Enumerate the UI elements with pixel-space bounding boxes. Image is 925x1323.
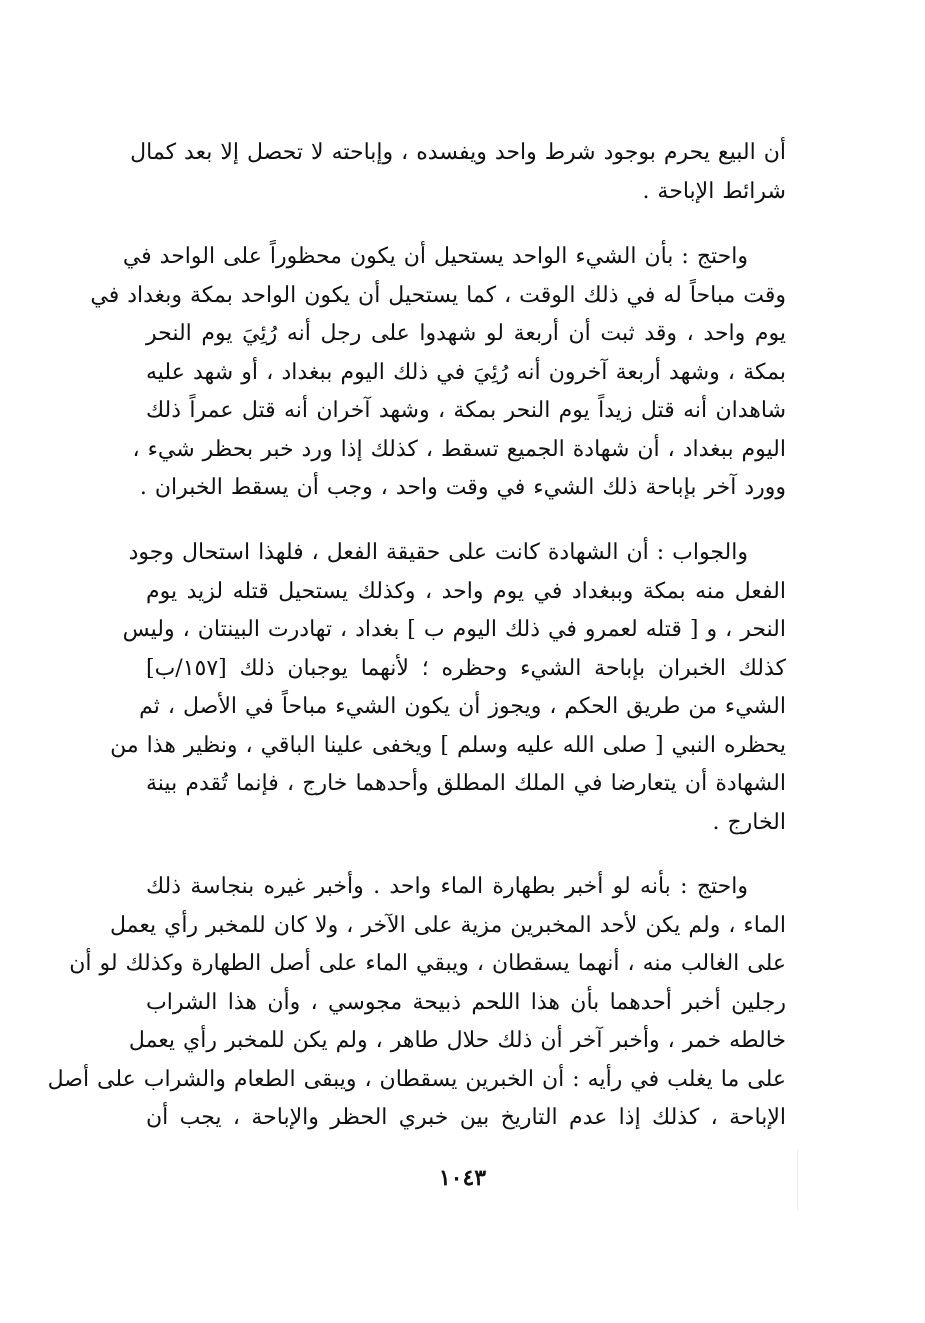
text-line: شرائط الإباحة . — [642, 178, 786, 204]
paragraph-2 — [90, 238, 786, 508]
text-line: وقت مباحاً له في ذلك الوقت ، كما يستحيل أن يكون الواحد بمكة وبغداد في — [90, 282, 786, 308]
text-line: واحتج : بأن الشيء الواحد يستحيل أن يكون محظوراً على الواحد في — [122, 244, 748, 269]
text-line: شاهدان أنه قتل زيداً يوم النحر بمكة ، وشهد آخران أنه قتل عمراً ذلك — [146, 398, 786, 423]
text-line: وورد آخر بإباحة ذلك الشيء في وقت واحد ، وجب أن يسقط الخبران . — [139, 475, 786, 500]
text-line: على الغالب منه ، أنهما يسقطان ، ويبقي الماء على أصل الطهارة وكذلك لو أن — [69, 951, 786, 976]
text-line: الإباحة ، كذلك إذا عدم التاريخ بين خبري الحظر والإباحة ، يجب أن — [146, 1105, 786, 1130]
text-line: كذلك الخبران بإباحة الشيء وحظره ؛ لأنهما يوجبان ذلك [١٥٧/ب] — [146, 655, 786, 681]
paragraph-1 — [130, 134, 786, 211]
text-line: الماء ، ولم يكن لأحد المخبرين مزية على الآخر ، ولا كان للمخبر رأي يعمل — [110, 912, 786, 938]
paragraph-3 — [110, 534, 787, 842]
text-line: واحتج : بأنه لو أخبر بطهارة الماء واحد . وأخبر غيره بنجاسة ذلك — [146, 874, 748, 899]
text-line: الفعل منه بمكة وببغداد في يوم واحد ، وكذلك يستحيل قتله لزيد يوم — [146, 578, 786, 604]
text-line: بمكة ، وشهد أربعة آخرون أنه رُئِيَ في ذلك اليوم ببغداد ، أو شهد عليه — [146, 359, 786, 385]
text-line: الشيء من طريق الحكم ، ويجوز أن يكون الشيء مباحاً في الأصل ، ثم — [139, 694, 786, 719]
text-line: الخارج . — [712, 809, 786, 835]
text-line: النحر ، و [ قتله لعمرو في ذلك اليوم ب ] بغداد ، تهادرت البينتان ، وليس — [122, 617, 786, 642]
text-line: يحظره النبي [ صلى الله عليه وسلم ] ويخفى علينا الباقي ، ونظير هذا من — [110, 732, 786, 758]
text-line: والجواب : أن الشهادة كانت على حقيقة الفعل ، فلهذا استحال وجود — [128, 540, 748, 565]
text-line: الشهادة أن يتعارضا في الملك المطلق وأحدهما خارج ، فإنما تُقدم بينة — [146, 771, 787, 796]
page-number: ١٠٤٣ — [438, 1165, 487, 1191]
paragraph-4 — [47, 868, 787, 1138]
text-line: خالطه خمر ، وأخبر آخر أن ذلك حلال طاهر ، ولم يكن للمخبر رأي يعمل — [128, 1028, 786, 1053]
text-line: أن البيع يحرم بوجود شرط واحد ويفسده ، وإباحته لا تحصل إلا بعد كمال — [130, 140, 786, 165]
text-line: اليوم ببغداد ، أن شهادة الجميع تسقط ، كذلك إذا ورد خبر بحظر شيء ، — [132, 436, 786, 462]
scan-edge-line — [797, 1150, 798, 1210]
text-line: على ما يغلب في رأيه : أن الخبرين يسقطان ، ويبقى الطعام والشراب على أصل — [47, 1066, 786, 1092]
text-line: يوم واحد ، وقد ثبت أن أربعة لو شهدوا على رجل أنه رُئِيَ يوم النحر — [146, 321, 786, 346]
text-line: رجلين أخبر أحدهما بأن هذا اللحم ذبيحة مجوسي ، وأن هذا الشراب — [146, 989, 787, 1015]
